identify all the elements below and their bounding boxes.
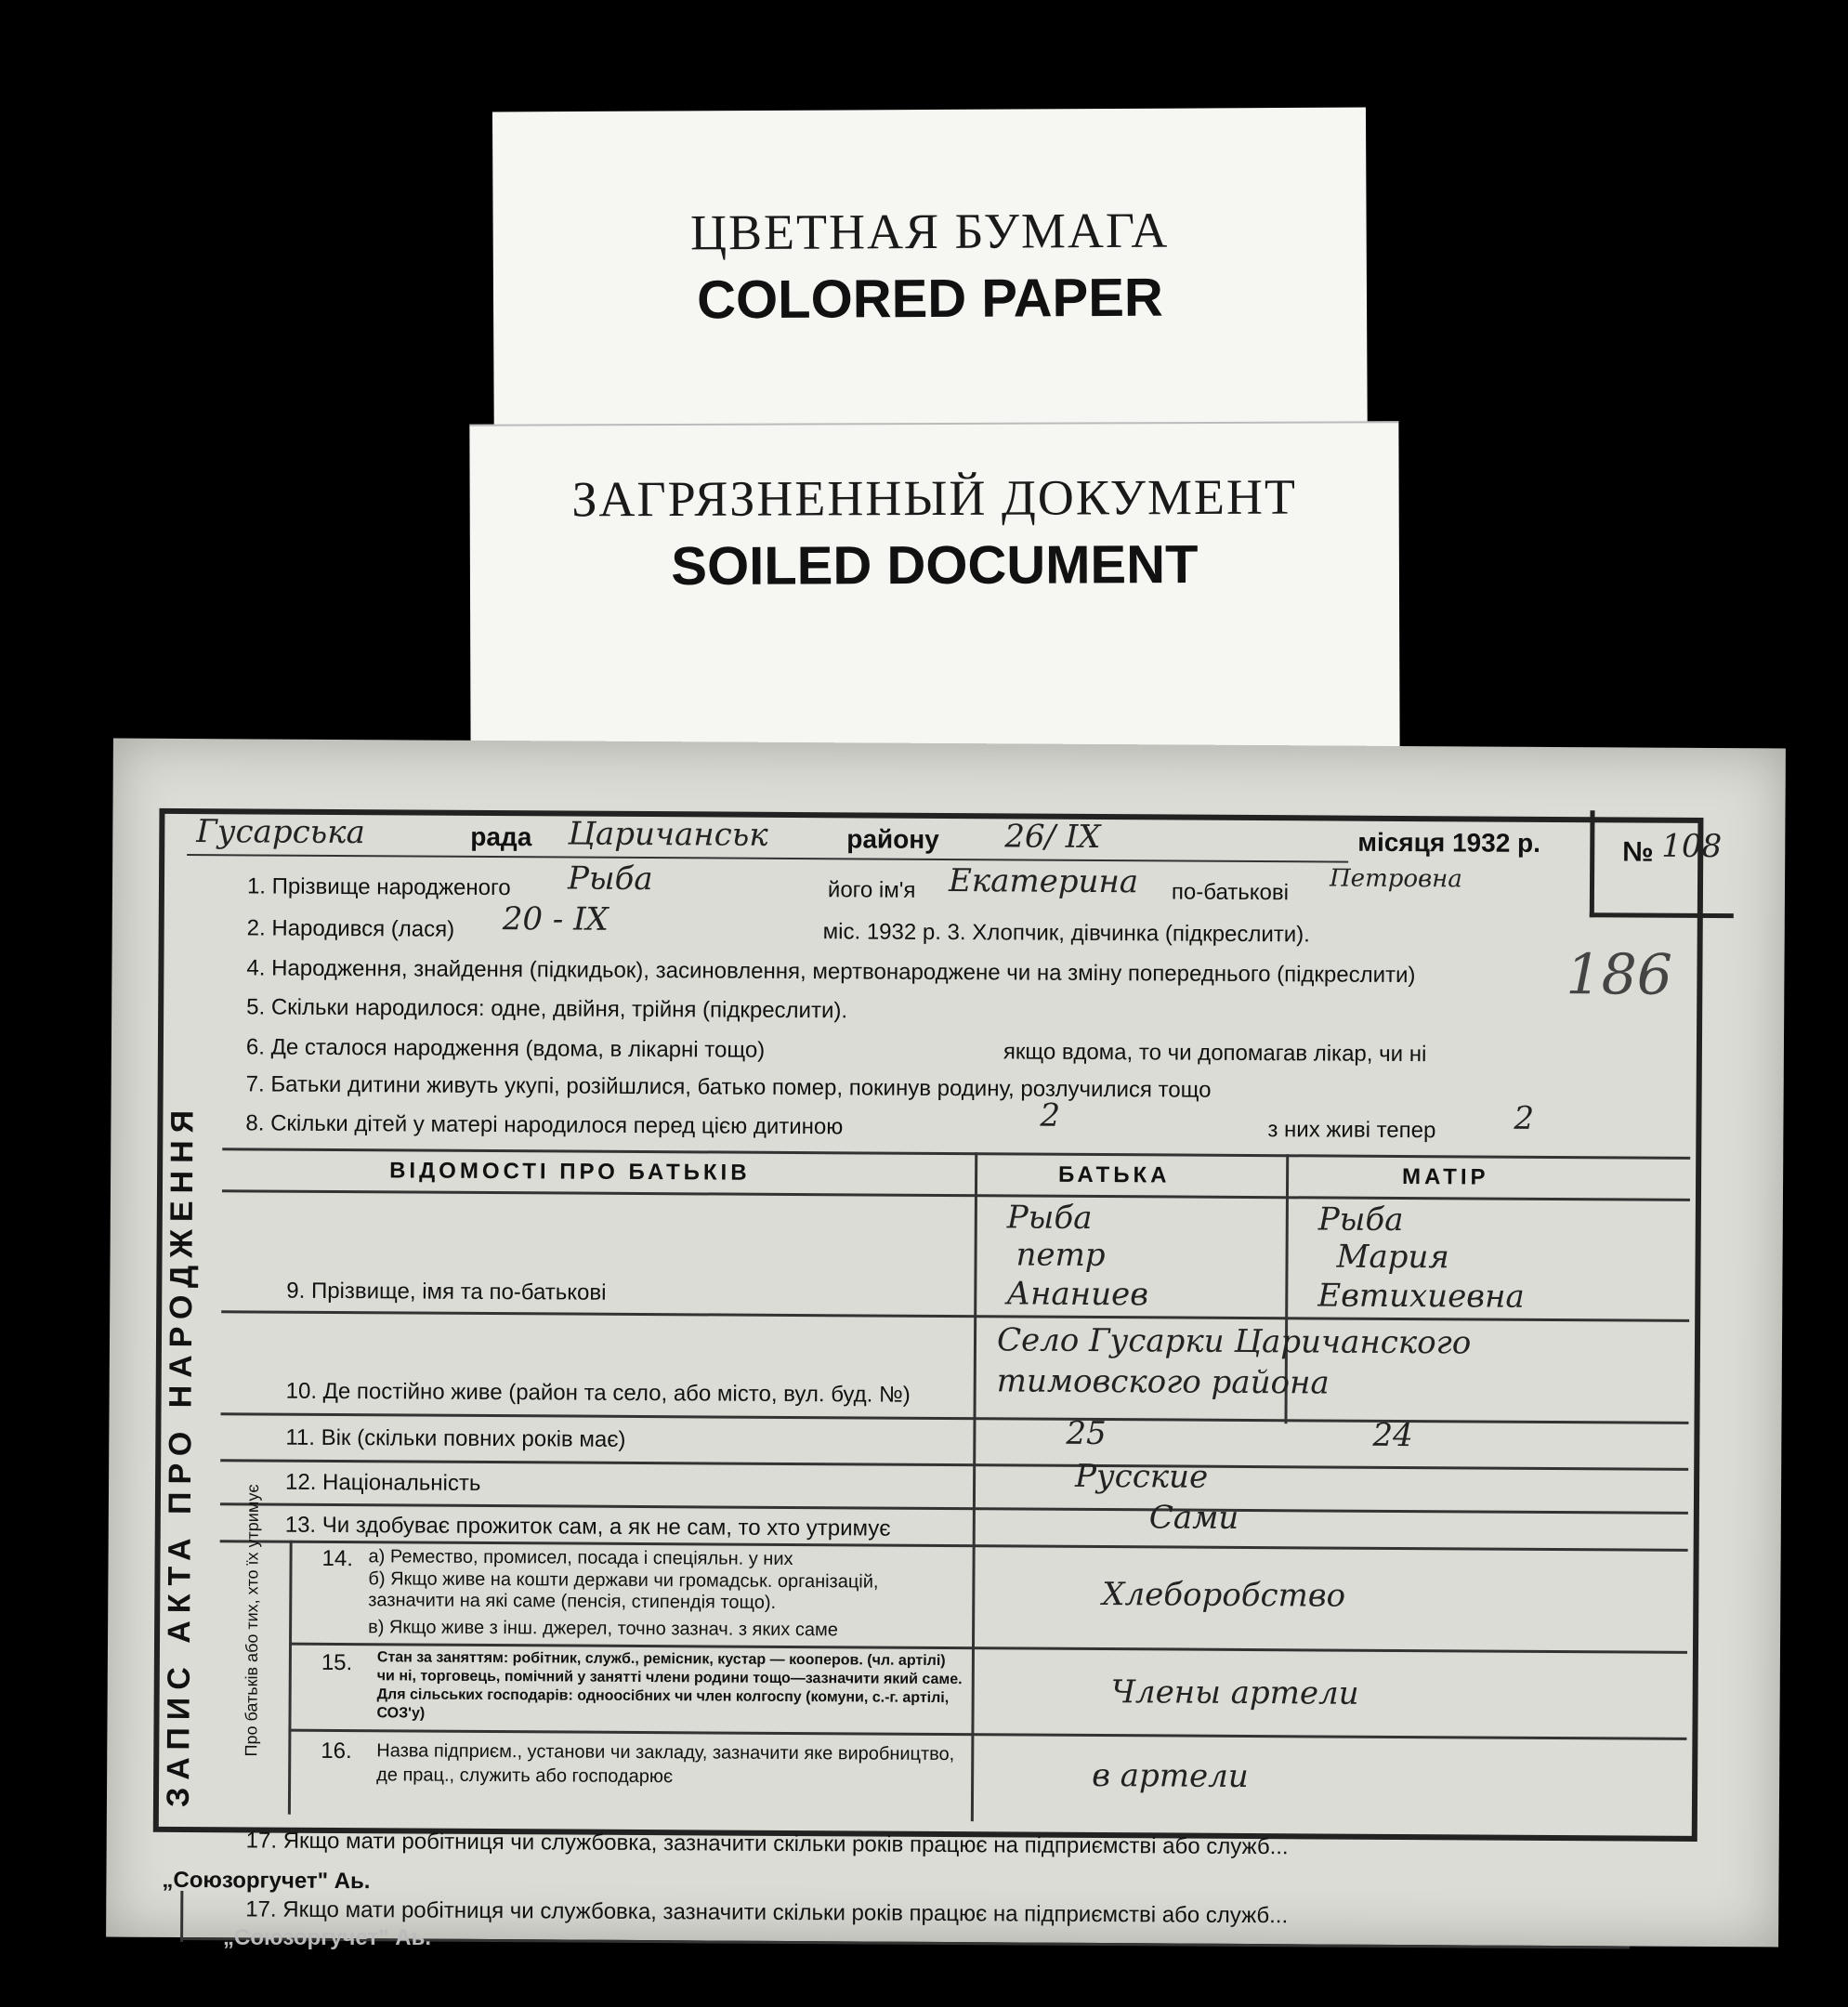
residence-line-2: тимовского района bbox=[996, 1362, 1330, 1402]
row-6-label: Де сталося народження (вдома, в лікарні тощо) bbox=[270, 1034, 766, 1063]
day-value: 26/ IX bbox=[1004, 818, 1101, 857]
employment-status-value: Члены артели bbox=[1110, 1673, 1359, 1712]
row-6-number: 6. bbox=[245, 1034, 266, 1060]
row-11-label: 11. Вік (скільки повних років має) bbox=[285, 1424, 626, 1452]
row-12-label: 12. Національність bbox=[284, 1469, 481, 1496]
father-age: 25 bbox=[1066, 1414, 1107, 1453]
row-14-c: в) Якщо живе з інш. джерел, точно зазнач. з яких саме bbox=[368, 1617, 838, 1641]
row-17-label: 17. Якщо мати робітниця чи службовка, зазначити скільки років працює на підприємстві або служб... bbox=[245, 1828, 1289, 1860]
row-10-label: 10. Де постійно живе (район та село, або місто, вул. буд. №) bbox=[285, 1378, 911, 1408]
mother-patronymic: Евтихиевна bbox=[1317, 1277, 1525, 1316]
father-first-name: петр bbox=[1016, 1236, 1106, 1275]
form-sidebar-title: ЗАПИС АКТА ПРО НАРОДЖЕННЯ bbox=[160, 1102, 201, 1808]
row-15-text: Стан за заняттям: робітник, служб., ремісник, кустар — кооперов. (чл. артілі) чи ні, торговець, помічний у занятті члени родини тощо—зазначити який саме. Для сільських господарів: одноосібних чи член колгоспу (комуни, с.-г. артілі, СОЗ'у) bbox=[376, 1649, 963, 1722]
row-9-label: 9. Прізвище, імя та по-батькові bbox=[286, 1278, 607, 1305]
occupation-value: Хлеборобство bbox=[1102, 1576, 1346, 1615]
first-name-value: Екатерина bbox=[948, 862, 1139, 901]
row-1-number: 1. bbox=[246, 873, 267, 899]
row-6-doctor-label: якщо вдома, то чи допомагав лікар, чи ні bbox=[1003, 1039, 1427, 1068]
surname-value: Рыба bbox=[567, 859, 653, 899]
row-1-patronymic-label: по-батькові bbox=[1171, 879, 1290, 906]
livelihood-value: Сами bbox=[1148, 1499, 1239, 1537]
row-8-living-label: з них живі тепер bbox=[1267, 1117, 1436, 1144]
row-7-number: 7. bbox=[245, 1071, 265, 1097]
notice-soiled-ru: ЗАГРЯЗНЕННЫЙ ДОКУМЕНТ bbox=[571, 468, 1298, 528]
father-surname: Рыба bbox=[1006, 1199, 1093, 1237]
row-2-rest: міс. 1932 р. 3. Хлопчик, дівчинка (підкреслити). bbox=[822, 919, 1310, 948]
workplace-value: в артели bbox=[1092, 1756, 1249, 1795]
row-8-label: Скільки дітей у матері народилося перед цією дитиною bbox=[270, 1110, 844, 1140]
council-label: рада bbox=[470, 821, 532, 852]
row-14-b: б) Якщо живе на кошти держави чи громадськ. організацій, зазначити на які саме (пенсія, стипендія тощо). bbox=[368, 1568, 879, 1613]
row-15-number: 15. bbox=[321, 1649, 353, 1676]
notice-colored-en: COLORED PAPER bbox=[697, 267, 1163, 331]
row-5 bbox=[246, 994, 847, 1024]
nationality-value: Русские bbox=[1075, 1457, 1209, 1496]
row-4-number: 4. bbox=[246, 955, 266, 981]
soiled-document-notice bbox=[469, 421, 1399, 760]
birth-record-form bbox=[106, 739, 1786, 1948]
row-13-label: 13. Чи здобуває прожиток сам, а як не сам, то хто утримує bbox=[284, 1512, 891, 1541]
children-living-value: 2 bbox=[1514, 1099, 1535, 1137]
row-2 bbox=[247, 915, 455, 942]
district-value: Царичанськ bbox=[568, 815, 768, 854]
row-14-number: 14. bbox=[321, 1545, 354, 1572]
row-1-label: Прізвище народженого bbox=[271, 873, 511, 901]
mother-surname: Рыба bbox=[1317, 1200, 1404, 1240]
row-8-number: 8. bbox=[245, 1110, 265, 1136]
row-16-number: 16. bbox=[321, 1738, 352, 1764]
mother-first-name: Мария bbox=[1336, 1238, 1449, 1277]
printer-mark-duplicate: „Союзоргучет" Аь. bbox=[223, 1925, 432, 1950]
form-header bbox=[187, 813, 1599, 868]
printer-mark: „Союзоргучет" Аь. bbox=[162, 1867, 371, 1895]
row-16-text: Назва підприєм., установи чи закладу, зазначити яке виробництво, де прац., служить або господарює bbox=[376, 1740, 955, 1788]
notice-soiled-en: SOILED DOCUMENT bbox=[671, 534, 1199, 597]
row-6 bbox=[246, 1034, 765, 1063]
table-header-mother: МАТІР bbox=[1402, 1163, 1489, 1190]
record-number: 108 bbox=[1661, 827, 1723, 866]
row-7-label: Батьки дитини живуть укупі, розійшлися, батько помер, покинув родину, розлучилися тощо bbox=[270, 1071, 1212, 1103]
father-patronymic: Ананиев bbox=[1006, 1275, 1149, 1314]
table-header-father: БАТЬКА bbox=[1058, 1161, 1171, 1188]
table-header-info: ВІДОМОСТІ ПРО БАТЬКІВ bbox=[389, 1158, 751, 1186]
row-8 bbox=[245, 1110, 843, 1140]
row-1 bbox=[247, 873, 511, 901]
residence-line-1: Село Гусарки Царичанского bbox=[996, 1321, 1472, 1362]
children-before-value: 2 bbox=[1040, 1096, 1061, 1135]
notice-colored-ru: ЦВЕТНАЯ БУМАГА bbox=[689, 202, 1170, 261]
record-number-box bbox=[1590, 810, 1735, 918]
row-17-label-duplicate: 17. Якщо мати робітниця чи службовка, зазначити скільки років працює на підприємстві або служб... bbox=[245, 1896, 1289, 1929]
row-5-number: 5. bbox=[246, 994, 266, 1020]
birth-date-value: 20 - IX bbox=[502, 900, 609, 938]
row-4-label: Народження, знайдення (підкидьок), засиновлення, мертвонароджене чи на зміну попереднього (підкреслити) bbox=[271, 955, 1416, 989]
row-1-name-label: його ім'я bbox=[827, 877, 916, 903]
council-value: Гусарська bbox=[196, 813, 365, 852]
parents-side-label: Про батьків або тих, хто їх утримує bbox=[242, 1484, 263, 1757]
archive-margin-number: 186 bbox=[1566, 942, 1673, 1008]
row-14-a: а) Ремество, промисел, посада і спеціяльн. у них bbox=[368, 1546, 793, 1569]
row-5-label: Скільки народилося: одне, двійня, трійня (підкреслити). bbox=[270, 994, 848, 1024]
row-2-number: 2. bbox=[246, 915, 266, 941]
month-label: місяця 1932 р. bbox=[1357, 827, 1541, 858]
number-label: № bbox=[1622, 836, 1654, 868]
mother-age: 24 bbox=[1372, 1416, 1413, 1455]
patronymic-value: Петровна bbox=[1329, 864, 1462, 894]
row-2-label: Народився (лася) bbox=[271, 915, 455, 942]
district-label: району bbox=[846, 824, 939, 854]
